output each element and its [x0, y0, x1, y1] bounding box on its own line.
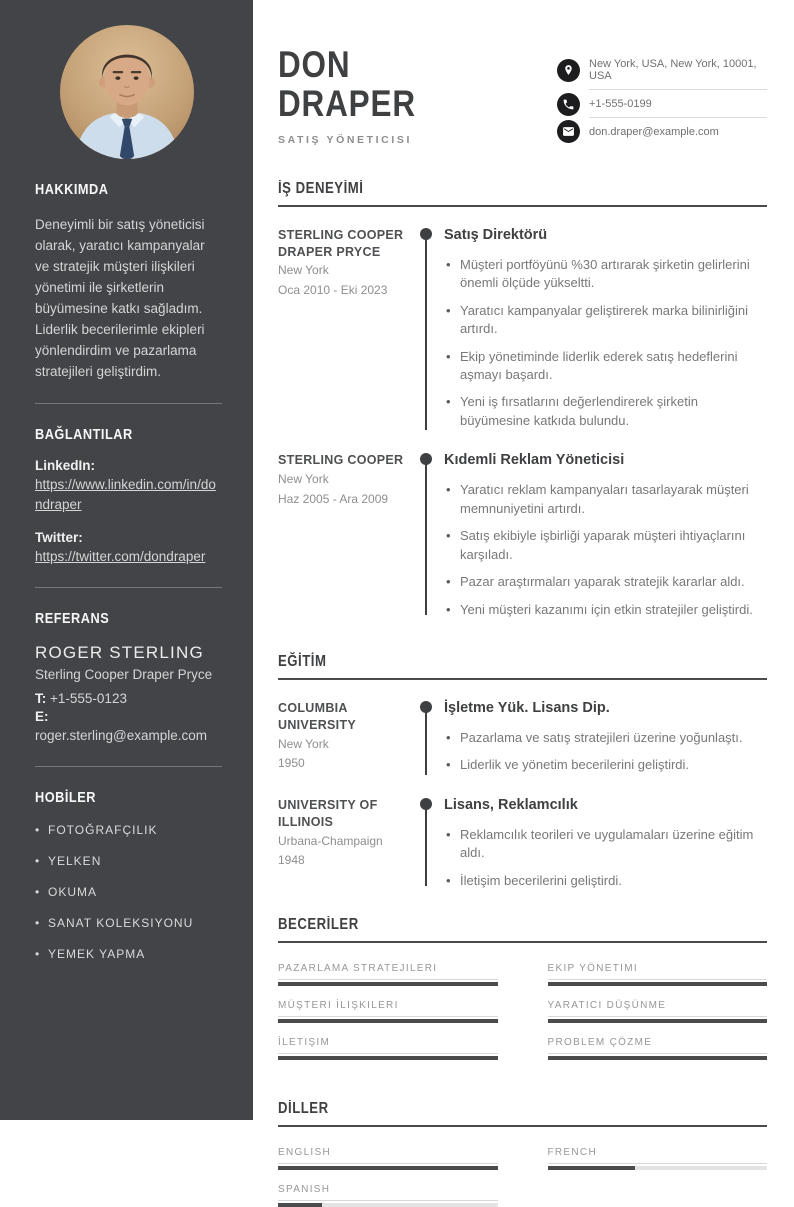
- position-title: Satış Direktörü: [444, 226, 548, 243]
- achievement-list: [444, 481, 767, 619]
- education-entry: [278, 700, 767, 797]
- skill-bar-fill: [278, 1019, 498, 1023]
- hobby-item: • SANAT KOLEKSIYONU: [35, 916, 222, 930]
- skill-bar-fill: [548, 1019, 768, 1023]
- skill-bar: [548, 1056, 768, 1060]
- skills-section: [278, 916, 767, 1060]
- phone-label: T:: [35, 691, 47, 707]
- education-meta: [278, 700, 414, 775]
- degree-title: İşletme Yük. Lisans Dip.: [444, 700, 610, 717]
- school-name: UNIVERSITY OF ILLINOIS: [278, 797, 378, 829]
- portrait-illustration: [60, 25, 194, 159]
- achievement-item: • Ekip yönetiminde liderlik ederek satış hedeflerini aşmayı başardı.: [444, 348, 767, 385]
- skill-item: [278, 1037, 498, 1060]
- languages-section: [278, 1100, 767, 1207]
- phone-icon: [557, 93, 580, 116]
- last-name: DRAPER: [278, 82, 416, 124]
- experience-meta: [278, 452, 414, 619]
- language-bar: [548, 1166, 768, 1170]
- sidebar-divider: [35, 403, 222, 404]
- skill-bar: [278, 1056, 498, 1060]
- education-detail-list: [444, 729, 767, 775]
- skill-item: [548, 963, 768, 986]
- education-content: [438, 700, 767, 775]
- language-bar: [278, 1166, 498, 1170]
- education-section: [278, 653, 767, 890]
- achievement-item: • Pazar araştırmaları yaparak stratejik kararlar aldı.: [444, 573, 767, 591]
- contact-phone: +1-555-0199: [589, 90, 767, 118]
- contact-block: [557, 46, 767, 146]
- twitter-label: Twitter:: [35, 529, 83, 545]
- skill-name: PROBLEM ÇÖZME: [548, 1037, 768, 1054]
- education-detail: • Reklamcılık teorileri ve uygulamaları üzerine eğitim aldı.: [444, 826, 767, 863]
- contact-row-phone: [557, 90, 767, 118]
- skill-item: [548, 1037, 768, 1060]
- graduation-year: 1948: [278, 853, 305, 868]
- email-value: roger.sterling@example.com: [35, 727, 208, 743]
- timeline-dot: [420, 453, 432, 465]
- employment-dates: Oca 2010 - Eki 2023: [278, 282, 388, 297]
- language-bar-fill: [548, 1166, 636, 1170]
- achievement-item: • Müşteri portföyünü %30 artırarak şirketin gelirlerini önemli ölçüde yükseltti.: [444, 256, 767, 293]
- skill-bar-fill: [548, 1056, 768, 1060]
- name-block: [278, 46, 440, 146]
- hobby-list: [35, 823, 222, 961]
- reference-name: ROGER STERLING: [35, 643, 204, 663]
- skill-bar: [278, 1019, 498, 1023]
- skill-name: İLETIŞIM: [278, 1037, 498, 1054]
- company-location: New York: [278, 263, 329, 278]
- timeline-rail: [414, 797, 438, 890]
- achievement-item: • Yeni iş fırsatlarını değerlendirerek şirketin büyümesine katkıda bulundu.: [444, 393, 767, 430]
- experience-content: [438, 452, 767, 619]
- timeline-rail: [414, 452, 438, 619]
- skill-name: MÜŞTERI İLIŞKILERI: [278, 1000, 498, 1017]
- skills-grid: [278, 963, 767, 1060]
- company-location: New York: [278, 472, 329, 487]
- contact-location: New York, USA, New York, 10001, USA: [589, 50, 767, 90]
- languages-heading: DİLLER: [278, 1100, 767, 1127]
- achievement-item: • Satış ekibiyle işbirliği yaparak müşteri ihtiyaçlarını karşıladı.: [444, 527, 767, 564]
- language-name: ENGLISH: [278, 1147, 498, 1164]
- company-name: STERLING COOPER: [278, 453, 404, 468]
- skill-bar-fill: [548, 982, 768, 986]
- school-location: New York: [278, 736, 329, 751]
- position-title: Kıdemli Reklam Yöneticisi: [444, 452, 625, 469]
- language-item: [278, 1147, 498, 1170]
- location-pin-icon: [557, 59, 580, 82]
- sidebar-divider: [35, 766, 222, 767]
- experience-meta: [278, 227, 414, 431]
- timeline-dot: [420, 798, 432, 810]
- achievement-item: • Yaratıcı kampanyalar geliştirerek marka bilinirliğini artırdı.: [444, 302, 767, 339]
- experience-heading: İŞ DENEYİMİ: [278, 180, 767, 207]
- language-name: SPANISH: [278, 1184, 498, 1201]
- reference-phone: [35, 690, 222, 745]
- timeline-rail: [414, 227, 438, 431]
- education-heading: EĞİTİM: [278, 653, 767, 680]
- education-detail-list: [444, 826, 767, 890]
- links-heading: BAĞLANTILAR: [35, 426, 133, 444]
- language-bar-fill: [278, 1203, 322, 1207]
- skill-name: PAZARLAMA STRATEJILERI: [278, 963, 498, 980]
- skill-bar: [278, 982, 498, 986]
- languages-grid: [278, 1147, 767, 1207]
- language-item: [548, 1147, 768, 1170]
- sidebar-divider: [35, 587, 222, 588]
- education-meta: [278, 797, 414, 890]
- skill-item: [548, 1000, 768, 1023]
- hobby-item: • OKUMA: [35, 885, 222, 899]
- experience-entry: [278, 227, 767, 453]
- sidebar: [0, 0, 253, 1120]
- hobby-item: • YEMEK YAPMA: [35, 947, 222, 961]
- email-icon: [557, 120, 580, 143]
- first-name: DON: [278, 44, 351, 85]
- timeline-rail: [414, 700, 438, 775]
- profile-photo: [60, 25, 194, 159]
- employment-dates: Haz 2005 - Ara 2009: [278, 491, 389, 506]
- language-name: FRENCH: [548, 1147, 768, 1164]
- school-location: Urbana-Champaign: [278, 833, 383, 848]
- reference-heading: REFERANS: [35, 610, 110, 628]
- education-detail: • Pazarlama ve satış stratejileri üzerine yoğunlaştı.: [444, 729, 767, 747]
- language-bar-fill: [278, 1166, 498, 1170]
- experience-section: [278, 180, 767, 619]
- language-bar: [278, 1203, 498, 1207]
- company-name: STERLING COOPER DRAPER PRYCE: [278, 227, 404, 259]
- degree-title: Lisans, Reklamcılık: [444, 796, 578, 813]
- timeline-dot: [420, 228, 432, 240]
- linkedin-link[interactable]: https://www.linkedin.com/in/dondraper: [35, 477, 216, 512]
- linkedin-label: LinkedIn:: [35, 458, 95, 474]
- skill-item: [278, 963, 498, 986]
- achievement-item: • Yaratıcı reklam kampanyaları tasarlayarak müşteri memnuniyetini artırdı.: [444, 481, 767, 518]
- hobby-item: • FOTOĞRAFÇILIK: [35, 823, 222, 837]
- education-content: [438, 797, 767, 890]
- skill-name: EKIP YÖNETIMI: [548, 963, 768, 980]
- language-item: [278, 1184, 498, 1207]
- contact-row-email: [557, 118, 767, 145]
- about-heading: HAKKIMDA: [35, 181, 109, 198]
- skill-name: YARATICI DÜŞÜNME: [548, 1000, 768, 1017]
- skill-bar: [548, 1019, 768, 1023]
- education-entry: [278, 797, 767, 890]
- experience-entry: [278, 452, 767, 619]
- achievement-list: [444, 256, 767, 431]
- hobbies-heading: HOBİLER: [35, 788, 96, 806]
- experience-content: [438, 227, 767, 431]
- link-item-linkedin: [35, 458, 222, 514]
- hobby-item: • YELKEN: [35, 854, 222, 868]
- achievement-item: • Yeni müşteri kazanımı için etkin stratejiler geliştirdi.: [444, 601, 767, 619]
- graduation-year: 1950: [278, 756, 305, 771]
- phone-value: +1-555-0123: [50, 691, 127, 707]
- skill-bar: [548, 982, 768, 986]
- link-item-twitter: [35, 530, 222, 567]
- contact-email: don.draper@example.com: [589, 126, 719, 138]
- school-name: COLUMBIA UNIVERSITY: [278, 701, 357, 732]
- contact-row-location: [557, 50, 767, 90]
- skills-heading: BECERİLER: [278, 916, 767, 943]
- twitter-link[interactable]: https://twitter.com/dondraper: [35, 548, 206, 564]
- email-label: E:: [35, 709, 49, 725]
- about-text: Deneyimli bir satış yöneticisi olarak, yaratıcı kampanyalar ve stratejik müşteri ilişkileri yönetimi ile şirketlerin büyümesine katkı sağladım. Liderlik becerilerimle ekipleri yönlendirdim ve pazarlama stratejileri geliştirdim.: [35, 217, 205, 380]
- resume-header: [278, 46, 767, 146]
- timeline-dot: [420, 701, 432, 713]
- job-title: SATIŞ YÖNETICISI: [278, 133, 412, 146]
- skill-bar-fill: [278, 1056, 498, 1060]
- skill-bar-fill: [278, 982, 498, 986]
- education-detail: • İletişim becerilerini geliştirdi.: [444, 872, 767, 890]
- reference-company: Sterling Cooper Draper Pryce: [35, 667, 213, 683]
- education-detail: • Liderlik ve yönetim becerilerini geliştirdi.: [444, 756, 767, 774]
- skill-item: [278, 1000, 498, 1023]
- resume-main: [253, 0, 794, 1196]
